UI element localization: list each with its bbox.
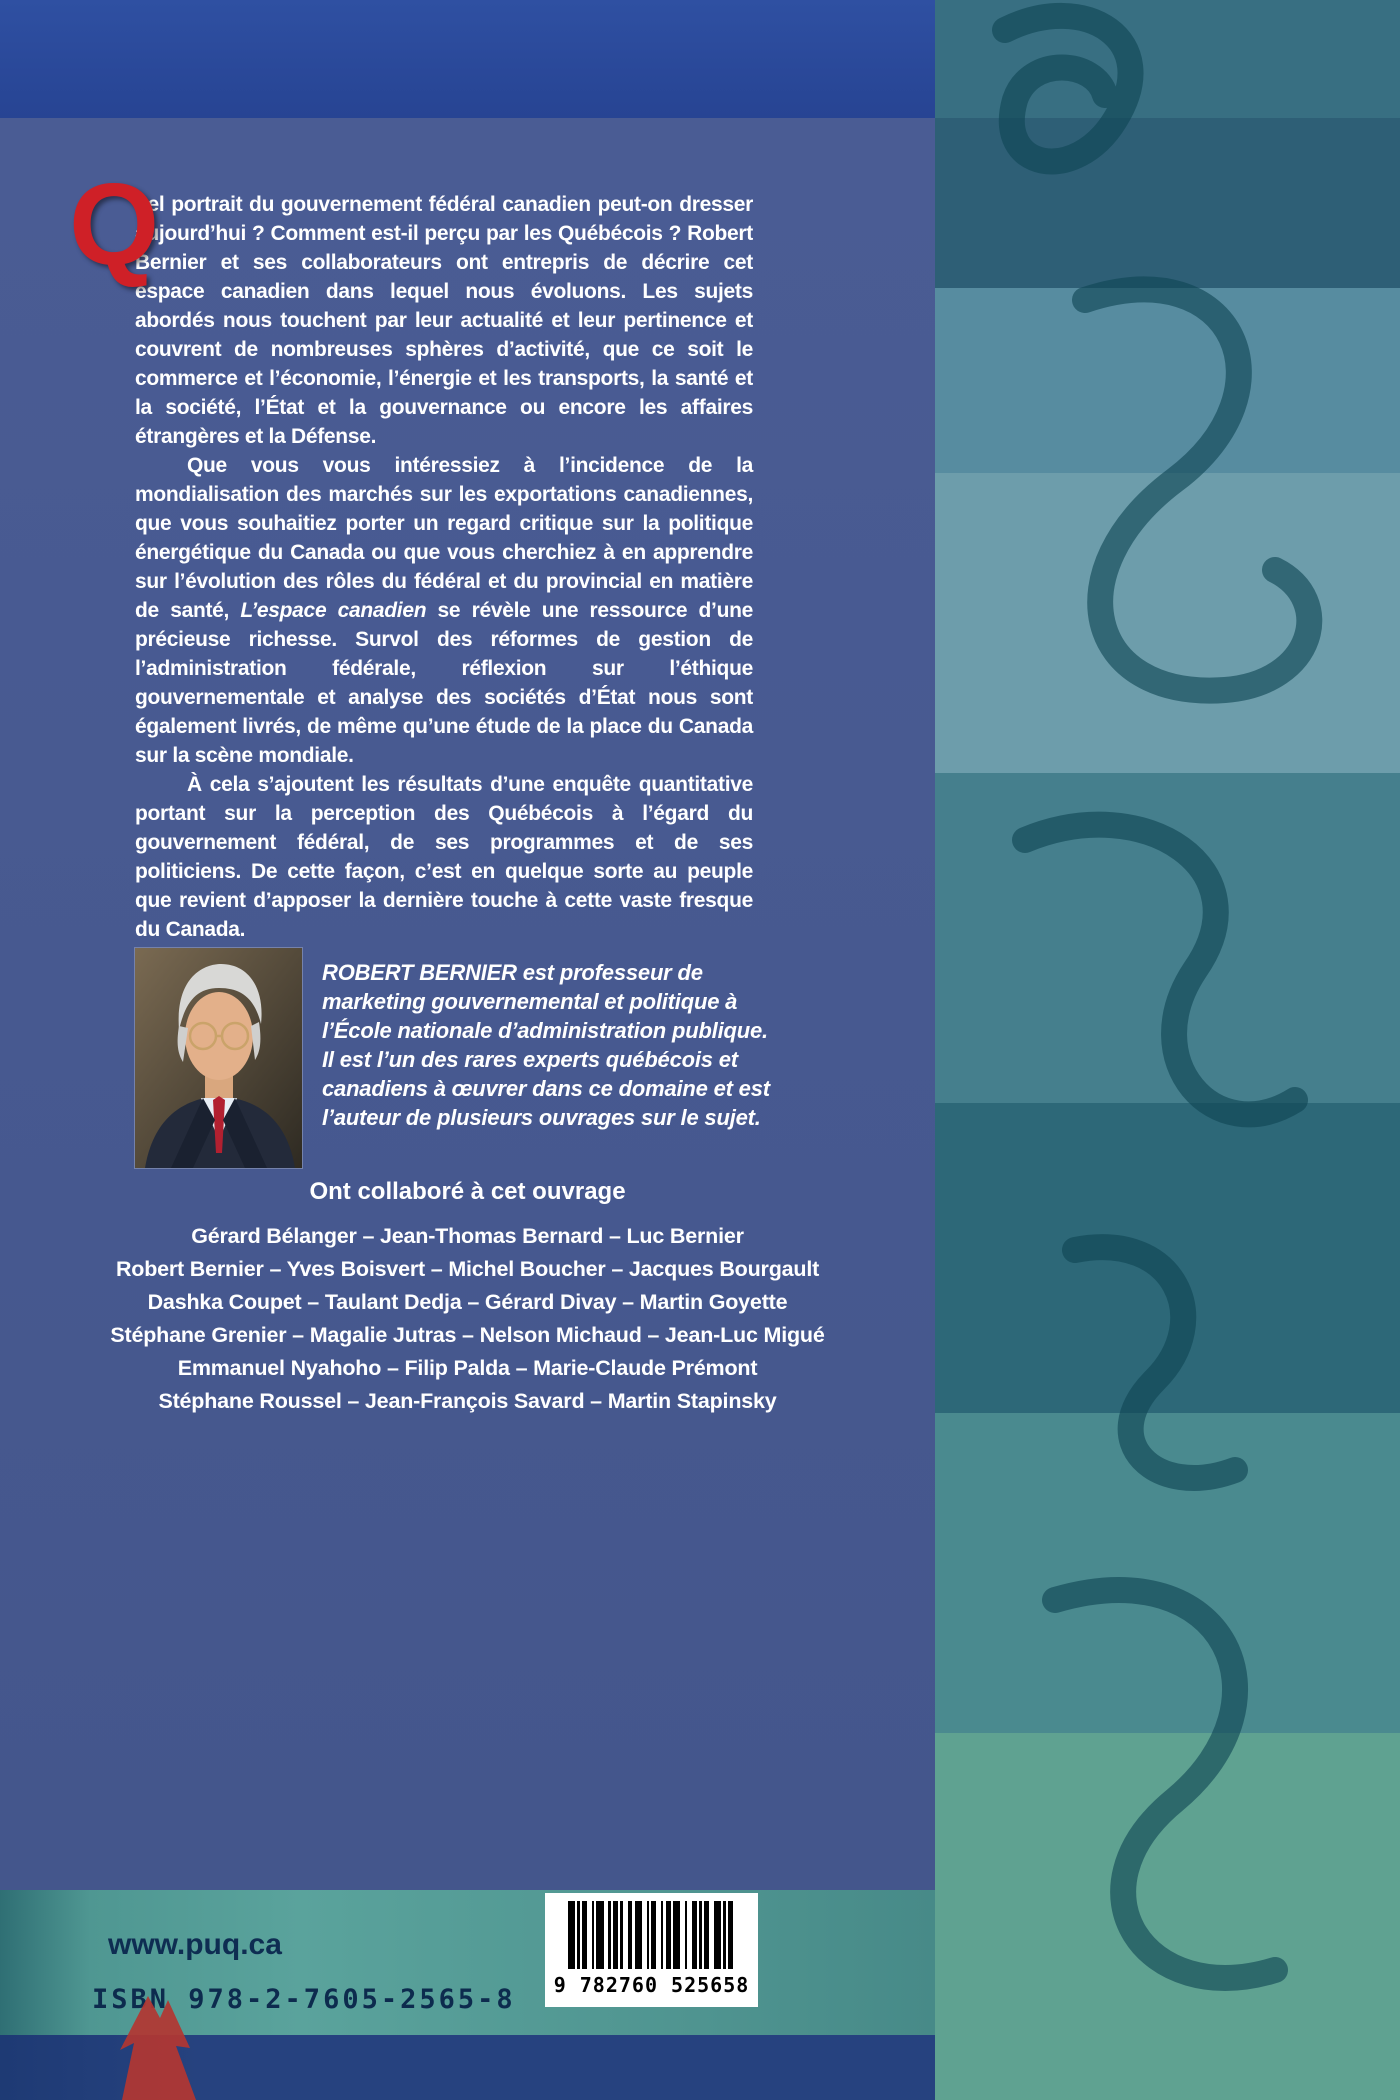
- author-portrait-illustration: [135, 948, 302, 1168]
- back-cover-paragraph: Que vous vous intéressiez à l’incidence de la mondialisation des marchés sur les exportations canadiennes, que vous souhaitiez porter un regard critique sur la politique énergétique du Canada ou que vous cherchiez à en apprendre sur l’évolution des rôles du fédéral et du provincial en matière de santé, L’espace canadien se révèle une ressource d’une précieuse richesse. Survol des réformes de gestion de l’administration fédérale, réflexion sur l’éthique gouvernementale et analyse des sociétés d’État nous sont également livrés, de même qu’une étude de la place du Canada sur la scène mondiale.: [135, 454, 754, 767]
- barcode-bars: [568, 1901, 736, 1969]
- contributor-line: Robert Bernier – Yves Boisvert – Michel Boucher – Jacques Bourgault: [115, 1257, 820, 1281]
- contributor-line: Dashka Coupet – Taulant Dedja – Gérard Divay – Martin Goyette: [147, 1290, 788, 1314]
- contributor-line: Emmanuel Nyahoho – Filip Palda – Marie-Claude Prémont: [177, 1356, 758, 1380]
- contributors-heading: Ont collaboré à cet ouvrage: [309, 1178, 626, 1205]
- author-photo: [135, 948, 302, 1168]
- isbn-label: ISBN 978-2-7605-2565-8: [92, 1984, 516, 2015]
- decorative-script-calligraphy: [935, 0, 1400, 2100]
- back-cover-paragraph: À cela s’ajoutent les résultats d’une enquête quantitative portant sur la perception des Québécois à l’égard du gouvernement fédéral, de ses programmes et de ses politiciens. De cette façon, c’est en quelque sorte au peuple que revient d’apposer la dernière touche à cette vaste fresque du Canada.: [135, 773, 753, 941]
- dropcap-letter: Q: [69, 159, 159, 289]
- barcode-number: 9 782760 525658: [553, 1973, 750, 1997]
- top-blue-band: [0, 0, 935, 118]
- contributor-line: Stéphane Grenier – Magalie Jutras – Nelson Michaud – Jean-Luc Migué: [110, 1323, 825, 1347]
- author-bio: ROBERT BERNIER est professeur de marketing gouvernemental et politique à l’École nationale d’administration publique. Il est l’un des rares experts québécois et canadiens à œuvrer dans ce domaine et est l’auteur de plusieurs ouvrages sur le sujet.: [322, 960, 770, 1130]
- contributor-line: Gérard Bélanger – Jean-Thomas Bernard – Luc Bernier: [191, 1224, 744, 1248]
- cover-artwork: [935, 0, 1400, 2100]
- maple-leaf-artwork: [112, 1988, 207, 2100]
- back-cover-paragraph: uel portrait du gouvernement fédéral canadien peut-on dresser aujourd’hui ? Comment est-il perçu par les Québécois ? Robert Bernier et ses collaborateurs ont entrepris de décrire cet espace canadien dans lequel nous évoluons. Les sujets abordés nous touchent par leur actualité et leur pertinence et couvrent de nombreuses sphères d’activité, que ce soit le commerce et l’économie, l’énergie et les transports, la santé et la société, l’État et la gouvernance ou encore les affaires étrangères et la Défense.: [135, 193, 753, 448]
- contributor-line: Stéphane Roussel – Jean-François Savard – Martin Stapinsky: [158, 1389, 777, 1413]
- synopsis-text: [69, 159, 754, 944]
- barcode: [545, 1893, 758, 2007]
- back-cover-text-panel: [0, 118, 935, 1890]
- publisher-website: www.puq.ca: [108, 1928, 282, 1961]
- contributors-list: [0, 1220, 935, 1418]
